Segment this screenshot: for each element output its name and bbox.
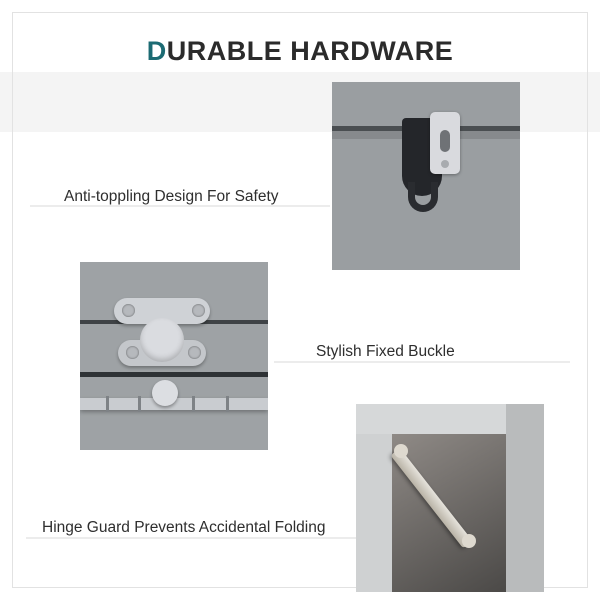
hinge-rod-segment <box>138 396 141 412</box>
lid-stay-joint <box>462 534 476 548</box>
hinge-knuckle <box>140 318 184 362</box>
latch-plate-screw <box>441 160 449 168</box>
feature-caption-2: Stylish Fixed Buckle <box>316 343 455 360</box>
hinge-seam-lower <box>80 372 268 377</box>
hinge-screw <box>122 304 135 317</box>
hinge-screw <box>192 304 205 317</box>
hinge-rod-segment <box>106 396 109 412</box>
latch-hook <box>408 182 438 212</box>
page-title-accent-letter: D <box>146 36 167 66</box>
latch-plate-slot <box>440 130 450 152</box>
buckle-photo <box>332 82 520 270</box>
page-title-text: URABLE HARDWARE <box>166 36 454 66</box>
lid-stay-joint <box>394 444 408 458</box>
hinge-screw <box>188 346 201 359</box>
hinge-photo <box>80 262 268 450</box>
hinge-rod-segment <box>192 396 195 412</box>
feature-caption-3: Hinge Guard Prevents Accidental Folding <box>42 519 326 536</box>
page-title <box>0 36 600 67</box>
cabinet-panel-right <box>506 404 544 592</box>
feature-caption-1: Anti-toppling Design For Safety <box>64 188 279 205</box>
caption-rule-3 <box>26 537 356 539</box>
guard-photo <box>356 404 544 592</box>
caption-rule-2 <box>274 361 570 363</box>
hinge-rod-segment <box>226 396 229 412</box>
hinge-screw <box>126 346 139 359</box>
hinge-knob <box>152 380 178 406</box>
